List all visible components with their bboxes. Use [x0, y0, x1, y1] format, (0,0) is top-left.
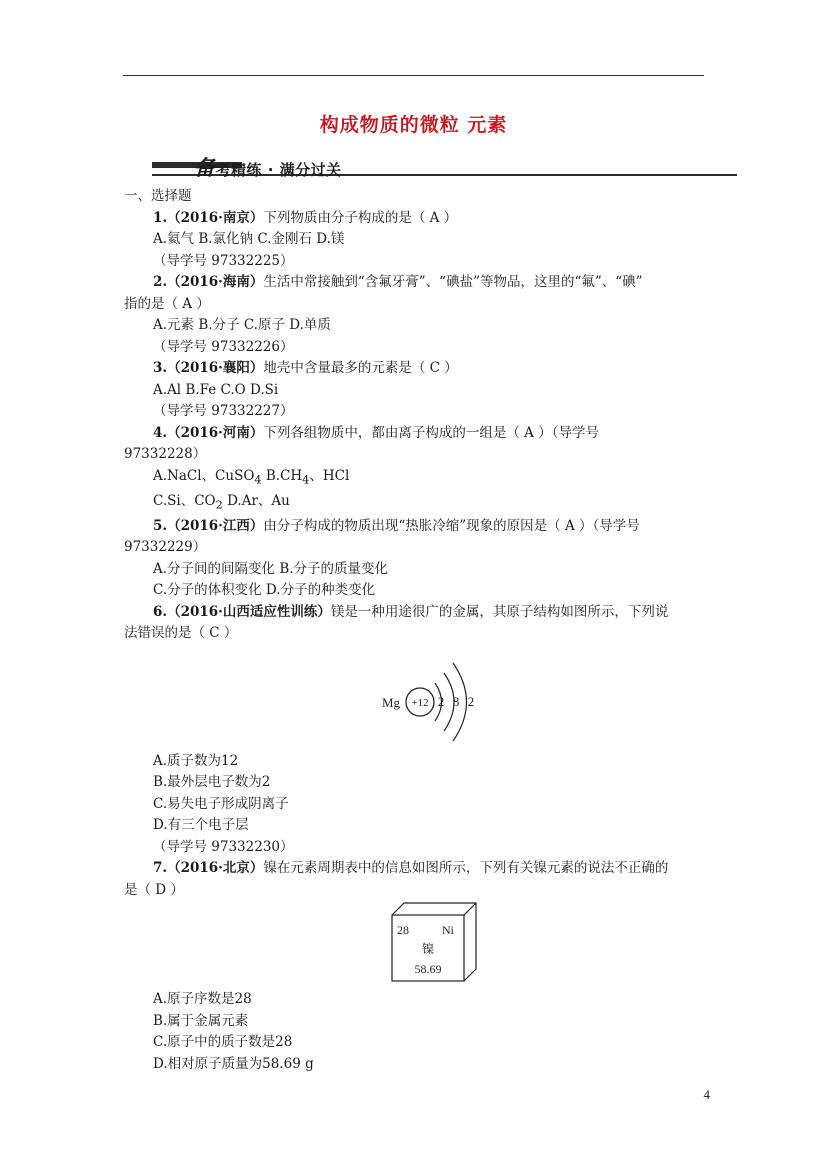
question-options-row2 — [124, 491, 704, 516]
shell-3-count: 2 — [467, 693, 475, 709]
question-stem: 下列各组物质中，都由离子构成的一组是（ A ）（导学号 — [263, 424, 599, 441]
question-stem: 生活中常接触到“含氟牙膏”、“碘盐”等物品，这里的“氟”、“碘” — [263, 274, 643, 290]
shell-2-count: 8 — [452, 693, 460, 709]
option-c-sub: 2 — [215, 498, 223, 512]
question-source: （2016·襄阳） — [167, 360, 264, 376]
element-name: 镍 — [421, 942, 435, 957]
option-d: D.有三个电子层 — [153, 817, 249, 834]
question-ref: （导学号 97332227） — [153, 403, 294, 419]
question-stem: 下列物质由分子构成的是（ A ） — [263, 209, 458, 226]
element-symbol: Mg — [382, 694, 401, 710]
atom-structure-svg — [124, 645, 704, 751]
option-b: B.CH — [261, 467, 303, 484]
option-c: C.易失电子形成阴离子 — [153, 795, 289, 812]
option-b: B.最外层电子数为2 — [153, 774, 271, 791]
option-b-sub: 4 — [302, 473, 310, 487]
question-number: 5. — [153, 517, 168, 534]
tile-edge — [464, 903, 476, 915]
periodic-tile-figure — [124, 901, 704, 989]
question-ref: （导学号 97332230） — [153, 838, 294, 855]
question-source: （2016·山西适应性训练） — [167, 603, 331, 620]
element-symbol: Ni — [442, 923, 454, 938]
question-number: 3. — [153, 360, 168, 376]
question-options-row2: C.分子的体积变化 D.分子的种类变化 — [153, 582, 376, 599]
option-d: D.相对原子质量为58.69 g — [153, 1055, 314, 1072]
question-5 — [124, 516, 704, 602]
periodic-tile-svg — [124, 901, 704, 989]
page-title: 构成物质的微粒 元素 — [319, 114, 508, 136]
question-stem-cont: 指的是（ A ） — [124, 295, 210, 312]
question-options: A.氦气 B.氯化钠 C.金刚石 D.镁 — [153, 231, 345, 247]
question-1 — [124, 208, 704, 273]
question-source: （2016·北京） — [167, 860, 264, 877]
atomic-number: 28 — [397, 923, 409, 938]
question-stem-cont: 97332229） — [124, 539, 207, 556]
question-options-row1: A.分子间的间隔变化 B.分子的质量变化 — [153, 560, 389, 577]
question-6 — [124, 602, 704, 859]
question-7 — [124, 858, 704, 1075]
question-number: 2. — [153, 274, 168, 290]
question-stem: 由分子构成的物质出现“热胀冷缩”现象的原因是（ A ）（导学号 — [263, 517, 640, 534]
question-stem: 镍在元素周期表中的信息如图所示，下列有关镍元素的说法不正确的 — [263, 860, 669, 877]
question-stem: 镁是一种用途很广的金属，其原子结构如图所示，下列说 — [330, 603, 669, 620]
question-2 — [124, 272, 704, 358]
option-b: B.属于金属元素 — [153, 1012, 249, 1029]
question-list — [124, 186, 704, 1075]
section-heading: 一、选择题 — [124, 188, 192, 204]
question-source: （2016·河南） — [167, 424, 264, 441]
question-stem-cont: 法错误的是（ C ） — [124, 625, 238, 642]
question-number: 1. — [153, 209, 168, 226]
question-number: 4. — [153, 424, 168, 441]
shell-1-count: 2 — [437, 693, 445, 709]
question-options: A.Al B.Fe C.O D.Si — [153, 381, 279, 398]
atomic-mass: 58.69 — [414, 962, 442, 977]
question-options-row1 — [124, 466, 704, 491]
option-a: A.原子序数是28 — [153, 991, 252, 1008]
question-options: A.元素 B.分子 C.原子 D.单质 — [153, 317, 331, 333]
question-3 — [124, 358, 704, 423]
banner-text — [194, 152, 342, 182]
option-a-sub: 4 — [254, 473, 262, 487]
section-banner — [152, 148, 737, 178]
question-4 — [124, 423, 704, 516]
option-d: D.Ar、Au — [222, 492, 290, 509]
option-a: A.质子数为12 — [153, 752, 239, 769]
question-source: （2016·海南） — [167, 274, 264, 290]
option-a: A.NaCl、CuSO — [153, 467, 255, 484]
question-stem-cont: 是（ D ） — [124, 881, 184, 898]
question-source: （2016·江西） — [167, 517, 264, 534]
header-rule — [123, 75, 704, 76]
question-number: 7. — [153, 860, 168, 877]
nucleus-charge: +12 — [411, 696, 429, 709]
question-source: （2016·南京） — [167, 209, 264, 226]
option-c: C.原子中的质子数是28 — [153, 1034, 293, 1051]
question-ref: （导学号 97332226） — [153, 338, 294, 355]
question-stem-cont: 97332228） — [124, 446, 207, 462]
question-number: 6. — [153, 603, 168, 620]
option-c: C.Si、CO — [153, 492, 216, 509]
banner-icon-char: 备 — [194, 156, 216, 180]
atom-structure-diagram — [124, 645, 704, 751]
banner-label: 考精练 · 满分过关 — [215, 161, 342, 179]
question-ref: （导学号 97332225） — [153, 252, 294, 269]
question-stem: 地壳中含量最多的元素是（ C ） — [263, 360, 458, 376]
page-number: 4 — [703, 1087, 710, 1102]
option-b-tail: 、HCl — [309, 467, 350, 484]
